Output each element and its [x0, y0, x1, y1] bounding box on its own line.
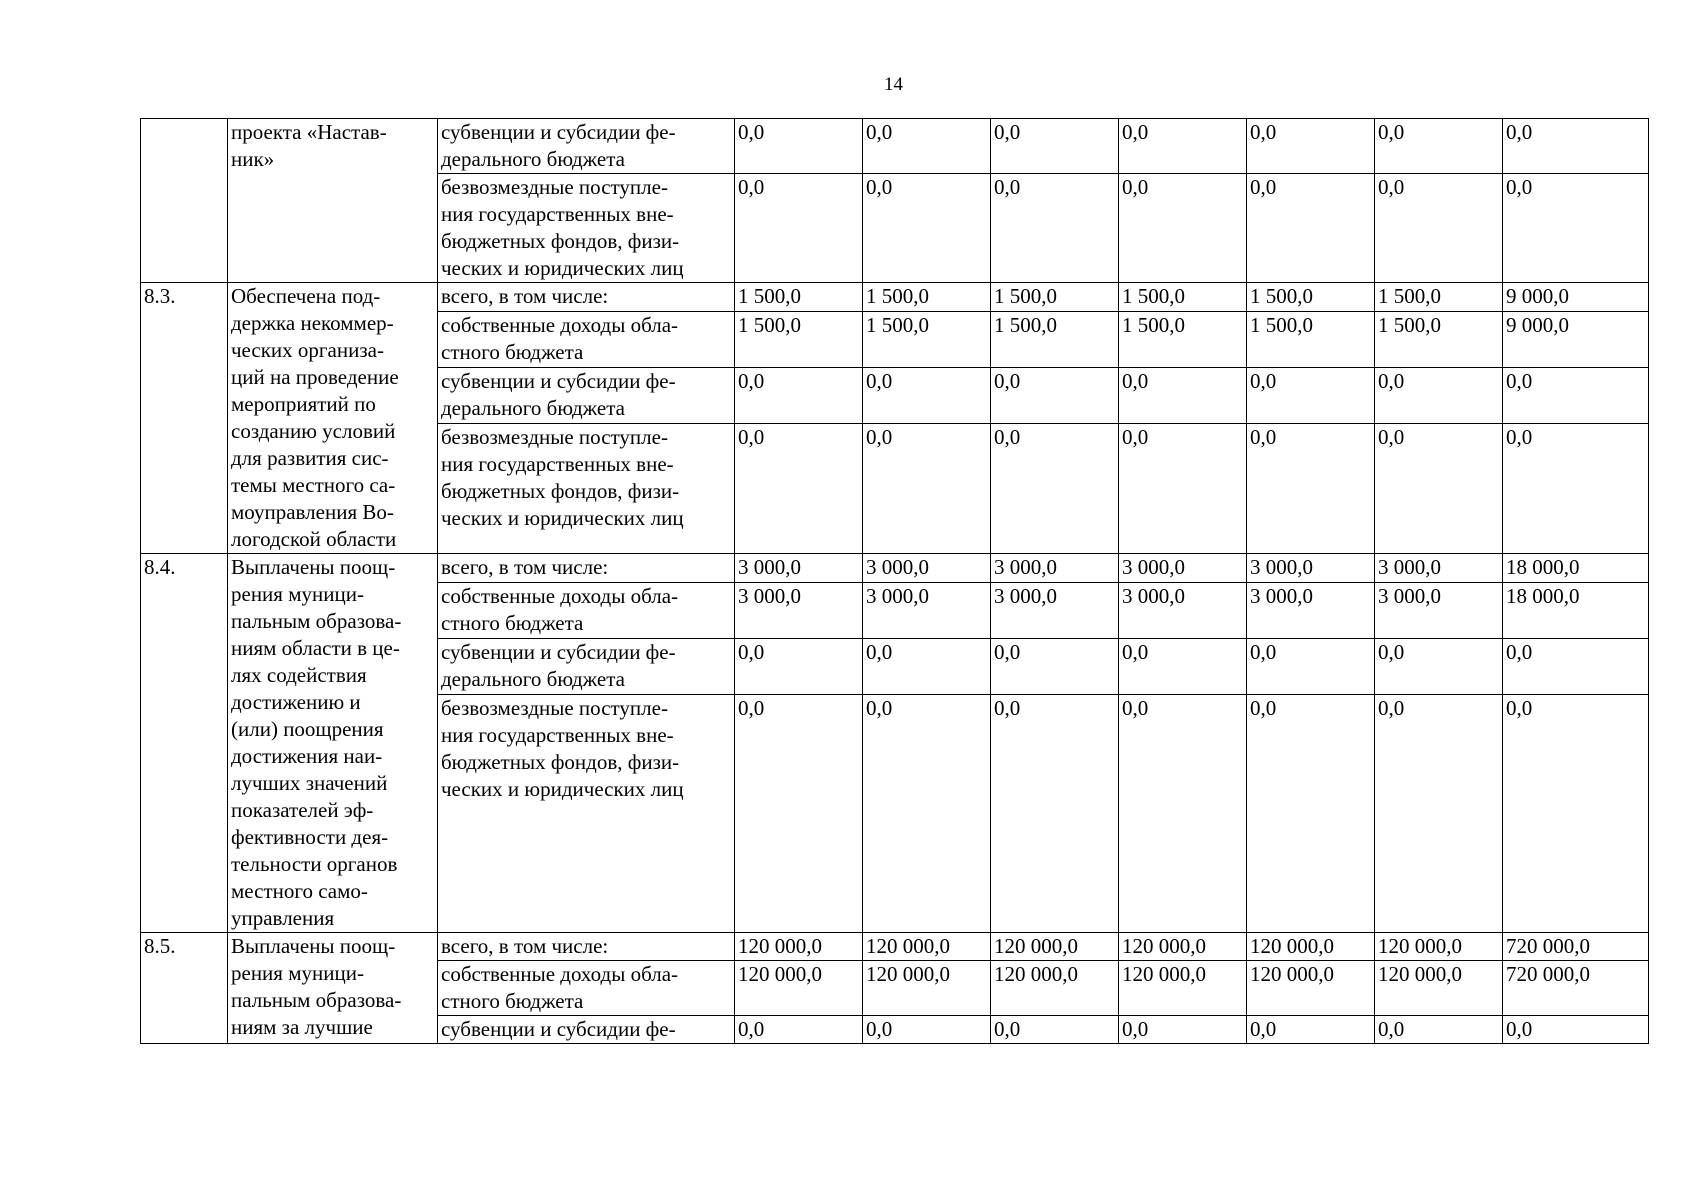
funding-source-cell: субвенции и субсидии фе- дерального бюджета	[438, 367, 735, 423]
funding-source-cell: безвозмездные поступле- ния государственных вне- бюджетных фондов, физи- ческих и юридических лиц	[438, 423, 735, 553]
item-description-cell: Обеспечена под- держка некоммер- ческих организа- ций на проведение мероприятий по созданию условий для развития сис- темы местного са- моуправления Во- логодской области	[228, 283, 438, 554]
year-value-cell: 0,0	[863, 1016, 991, 1044]
year-value-cell: 120 000,0	[1247, 933, 1375, 961]
total-value-cell: 0,0	[1503, 423, 1649, 553]
funding-source-cell: субвенции и субсидии фе- дерального бюджета	[438, 119, 735, 174]
year-value-cell: 0,0	[1375, 1016, 1503, 1044]
table-row	[141, 933, 1649, 961]
funding-source-cell: собственные доходы обла- стного бюджета	[438, 582, 735, 638]
year-value-cell: 1 500,0	[863, 311, 991, 367]
item-description-cell: Выплачены поощ- рения муници- пальным образова- ниям за лучшие	[228, 933, 438, 1044]
year-value-cell: 1 500,0	[735, 283, 863, 312]
year-value-cell: 0,0	[863, 639, 991, 695]
year-value-cell: 120 000,0	[1119, 933, 1247, 961]
year-value-cell: 3 000,0	[1119, 582, 1247, 638]
year-value-cell: 0,0	[991, 695, 1119, 933]
item-code-cell: 8.5.	[141, 933, 228, 1044]
total-value-cell: 9 000,0	[1503, 283, 1649, 312]
year-value-cell: 120 000,0	[1247, 961, 1375, 1016]
total-value-cell: 0,0	[1503, 174, 1649, 283]
year-value-cell: 0,0	[991, 423, 1119, 553]
year-value-cell: 1 500,0	[991, 311, 1119, 367]
year-value-cell: 0,0	[1247, 119, 1375, 174]
year-value-cell: 0,0	[1119, 695, 1247, 933]
year-value-cell: 0,0	[1247, 423, 1375, 553]
year-value-cell: 1 500,0	[1247, 311, 1375, 367]
year-value-cell: 0,0	[1375, 367, 1503, 423]
year-value-cell: 0,0	[863, 119, 991, 174]
year-value-cell: 0,0	[863, 423, 991, 553]
year-value-cell: 0,0	[1247, 367, 1375, 423]
total-value-cell: 0,0	[1503, 1016, 1649, 1044]
year-value-cell: 0,0	[1375, 119, 1503, 174]
year-value-cell: 0,0	[1375, 423, 1503, 553]
year-value-cell: 0,0	[863, 695, 991, 933]
total-value-cell: 0,0	[1503, 639, 1649, 695]
year-value-cell: 0,0	[1247, 1016, 1375, 1044]
year-value-cell: 120 000,0	[991, 961, 1119, 1016]
item-code-cell	[141, 119, 228, 283]
funding-source-cell: всего, в том числе:	[438, 283, 735, 312]
year-value-cell: 0,0	[1119, 119, 1247, 174]
year-value-cell: 120 000,0	[1375, 961, 1503, 1016]
year-value-cell: 3 000,0	[1247, 554, 1375, 583]
year-value-cell: 3 000,0	[1119, 554, 1247, 583]
funding-source-cell: всего, в том числе:	[438, 933, 735, 961]
year-value-cell: 0,0	[1247, 639, 1375, 695]
year-value-cell: 1 500,0	[1375, 311, 1503, 367]
funding-source-cell: всего, в том числе:	[438, 554, 735, 583]
year-value-cell: 120 000,0	[991, 933, 1119, 961]
year-value-cell: 1 500,0	[991, 283, 1119, 312]
year-value-cell: 0,0	[735, 174, 863, 283]
year-value-cell: 0,0	[735, 695, 863, 933]
year-value-cell: 0,0	[735, 119, 863, 174]
year-value-cell: 1 500,0	[1375, 283, 1503, 312]
funding-source-cell: безвозмездные поступле- ния государственных вне- бюджетных фондов, физи- ческих и юридических лиц	[438, 695, 735, 933]
table-row	[141, 554, 1649, 583]
funding-source-cell: субвенции и субсидии фе-	[438, 1016, 735, 1044]
total-value-cell: 0,0	[1503, 695, 1649, 933]
year-value-cell: 0,0	[1375, 639, 1503, 695]
year-value-cell: 0,0	[735, 639, 863, 695]
total-value-cell: 18 000,0	[1503, 582, 1649, 638]
total-value-cell: 720 000,0	[1503, 961, 1649, 1016]
year-value-cell: 3 000,0	[991, 582, 1119, 638]
item-code-cell: 8.4.	[141, 554, 228, 933]
year-value-cell: 0,0	[1119, 367, 1247, 423]
year-value-cell: 0,0	[991, 119, 1119, 174]
year-value-cell: 3 000,0	[863, 582, 991, 638]
year-value-cell: 3 000,0	[991, 554, 1119, 583]
year-value-cell: 120 000,0	[735, 933, 863, 961]
year-value-cell: 0,0	[735, 367, 863, 423]
year-value-cell: 120 000,0	[863, 933, 991, 961]
year-value-cell: 0,0	[735, 1016, 863, 1044]
year-value-cell: 0,0	[991, 367, 1119, 423]
year-value-cell: 0,0	[735, 423, 863, 553]
year-value-cell: 0,0	[1247, 174, 1375, 283]
year-value-cell: 0,0	[1247, 695, 1375, 933]
year-value-cell: 120 000,0	[863, 961, 991, 1016]
funding-source-cell: субвенции и субсидии фе- дерального бюджета	[438, 639, 735, 695]
page-number: 14	[884, 74, 903, 95]
year-value-cell: 0,0	[991, 639, 1119, 695]
year-value-cell: 1 500,0	[1247, 283, 1375, 312]
item-code-cell: 8.3.	[141, 283, 228, 554]
table-row	[141, 283, 1649, 312]
year-value-cell: 0,0	[863, 367, 991, 423]
year-value-cell: 3 000,0	[735, 582, 863, 638]
total-value-cell: 18 000,0	[1503, 554, 1649, 583]
year-value-cell: 3 000,0	[1375, 554, 1503, 583]
year-value-cell: 3 000,0	[1247, 582, 1375, 638]
year-value-cell: 120 000,0	[1375, 933, 1503, 961]
year-value-cell: 1 500,0	[735, 311, 863, 367]
table-row	[141, 119, 1649, 174]
total-value-cell: 9 000,0	[1503, 311, 1649, 367]
year-value-cell: 0,0	[1119, 639, 1247, 695]
year-value-cell: 1 500,0	[1119, 311, 1247, 367]
funding-source-cell: безвозмездные поступле- ния государственных вне- бюджетных фондов, физи- ческих и юридических лиц	[438, 174, 735, 283]
year-value-cell: 120 000,0	[735, 961, 863, 1016]
year-value-cell: 0,0	[1119, 1016, 1247, 1044]
year-value-cell: 0,0	[863, 174, 991, 283]
total-value-cell: 720 000,0	[1503, 933, 1649, 961]
year-value-cell: 0,0	[1119, 174, 1247, 283]
year-value-cell: 1 500,0	[1119, 283, 1247, 312]
budget-table	[140, 118, 1649, 1044]
year-value-cell: 0,0	[991, 174, 1119, 283]
funding-source-cell: собственные доходы обла- стного бюджета	[438, 311, 735, 367]
year-value-cell: 0,0	[991, 1016, 1119, 1044]
year-value-cell: 120 000,0	[1119, 961, 1247, 1016]
funding-source-cell: собственные доходы обла- стного бюджета	[438, 961, 735, 1016]
year-value-cell: 1 500,0	[863, 283, 991, 312]
year-value-cell: 0,0	[1375, 174, 1503, 283]
year-value-cell: 3 000,0	[1375, 582, 1503, 638]
item-description-cell: проекта «Настав- ник»	[228, 119, 438, 283]
year-value-cell: 0,0	[1375, 695, 1503, 933]
year-value-cell: 3 000,0	[863, 554, 991, 583]
table-body	[141, 119, 1649, 1044]
total-value-cell: 0,0	[1503, 367, 1649, 423]
year-value-cell: 0,0	[1119, 423, 1247, 553]
item-description-cell: Выплачены поощ- рения муници- пальным образова- ниям области в це- лях содействия достижению и (или) поощрения достижения наи- лучших значений показателей эф- фективности дея- тельности органов местного само- управления	[228, 554, 438, 933]
year-value-cell: 3 000,0	[735, 554, 863, 583]
total-value-cell: 0,0	[1503, 119, 1649, 174]
